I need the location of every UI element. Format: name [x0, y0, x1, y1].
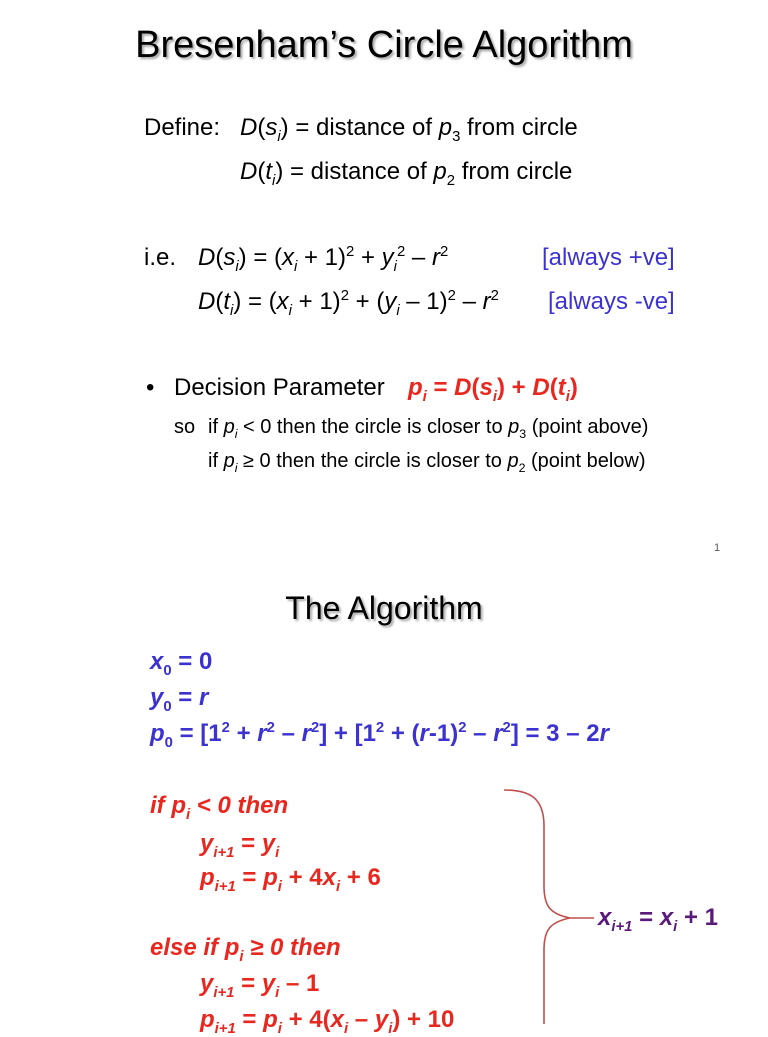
equation-2-note: [always -ve] — [548, 288, 675, 315]
if-y-update: $y_{i+1} = y_i$ — [200, 830, 280, 861]
so-label: so — [174, 416, 196, 438]
bullet: • — [146, 374, 155, 401]
p0-init: $p_0 = [1^2 + r^2 - r^2] + [1^2 + (r-1)^2 - r^2] = 3 - 2r$ — [150, 720, 609, 751]
ie-label: i.e. — [144, 244, 177, 271]
definition-2: $D(t_i)$ = distance of $p_2$ from circle — [240, 158, 573, 189]
equation-1: $D(s_i) = (x_i + 1)^2 + y_i^2 - r^2$ — [198, 244, 449, 275]
slide2-title: The Algorithm — [285, 590, 483, 626]
x0-init: $x_0 = 0$ — [150, 648, 213, 679]
right-brace — [500, 786, 610, 1024]
equation-2: $D(t_i) = (x_i + 1)^2 + (y_i - 1)^2 - r^2$ — [198, 288, 499, 319]
definition-1: $D(s_i)$ = distance of $p_3$ from circle — [240, 114, 578, 145]
x-update: $x_{i+1} = x_i + 1$ — [598, 904, 719, 935]
decision-formula: $p_i = D(s_i) + D(t_i)$ — [408, 374, 578, 405]
condition-2: if $p_i \ge 0$ then the circle is closer to $p_2$ (point below) — [208, 450, 646, 475]
slide1-title: Bresenham’s Circle Algorithm — [135, 24, 633, 66]
if-branch: if $p_i < 0$ then — [150, 792, 289, 823]
page-number: 1 — [714, 542, 721, 554]
condition-1: if $p_i < 0$ then the circle is closer to $p_3$ (point above) — [208, 416, 649, 441]
else-branch: else if $p_i \ge 0$ then — [150, 934, 341, 965]
else-y-update: $y_{i+1} = y_i - 1$ — [200, 970, 320, 1001]
if-p-update: $p_{i+1} = p_i + 4x_i + 6$ — [200, 864, 381, 895]
decision-label: Decision Parameter — [174, 374, 385, 401]
equation-1-note: [always +ve] — [542, 244, 675, 271]
else-p-update: $p_{i+1} = p_i + 4(x_i - y_i) + 10$ — [200, 1006, 455, 1037]
define-label: Define: — [144, 114, 221, 141]
y0-init: $y_0 = r$ — [150, 684, 209, 715]
